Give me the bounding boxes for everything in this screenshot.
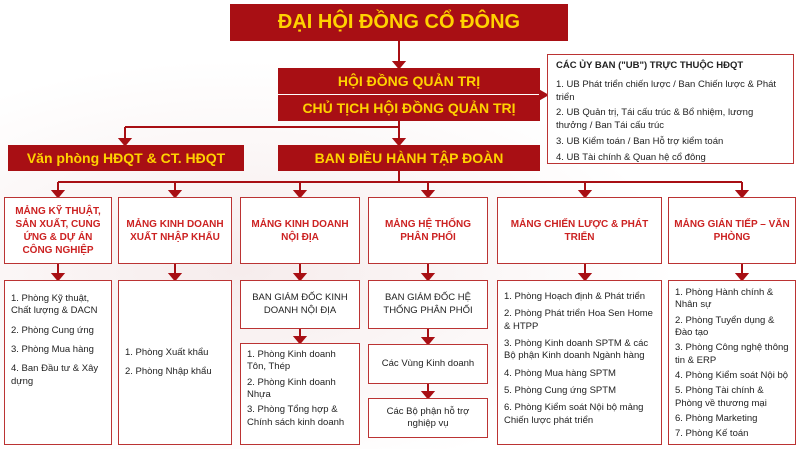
list-item: 3. Phòng Kinh doanh SPTM & các Bộ phận Kinh doanh Ngành hàng bbox=[504, 338, 649, 362]
list-item: 7. Phòng Kế toán bbox=[675, 428, 749, 440]
committee-item: 1. UB Phát triển chiến lược / Ban Chiến lược & Phát triển bbox=[556, 78, 777, 103]
list-item: 3. Phòng Công nghệ thông tin & ERP bbox=[675, 342, 789, 366]
list-item: 1. Phòng Xuất khẩu bbox=[125, 347, 209, 358]
executive-board: BAN ĐIỀU HÀNH TẬP ĐOÀN bbox=[278, 145, 540, 171]
committees-heading: CÁC ỦY BAN ("UB") TRỰC THUỘC HĐQT bbox=[556, 60, 744, 71]
list-item: 2. Phòng Kinh doanh Nhựa bbox=[247, 376, 336, 401]
division-list bbox=[118, 280, 232, 445]
list-item: 5. Phòng Cung ứng SPTM bbox=[504, 385, 616, 397]
list-item: 1. Phòng Hành chính & Nhân sự bbox=[675, 287, 774, 311]
list-item: 2. Phòng Cung ứng bbox=[11, 324, 94, 336]
list-item: 2. Phòng Phát triển Hoa Sen Home & HTPP bbox=[504, 308, 653, 332]
committee-item: 3. UB Kiểm toán / Ban Hỗ trợ kiểm toán bbox=[556, 136, 724, 148]
list-item: 2. Phòng Tuyển dụng & Đào tạo bbox=[675, 314, 775, 339]
division-header: MẢNG CHIẾN LƯỢC & PHÁT TRIỂN bbox=[497, 197, 662, 264]
list-item: 4. Ban Đầu tư & Xây dựng bbox=[11, 363, 99, 387]
board-chairman: CHỦ TỊCH HỘI ĐỒNG QUẢN TRỊ bbox=[278, 95, 540, 121]
board-of-directors: HỘI ĐỒNG QUẢN TRỊ bbox=[278, 68, 540, 94]
list-item: 4. Phòng Kiểm soát Nội bộ bbox=[675, 370, 789, 382]
division-list bbox=[668, 280, 796, 445]
list-item: 5. Phòng Tài chính & Phòng về thương mại bbox=[675, 385, 767, 409]
division-board: BAN GIÁM ĐỐC KINH DOANH NỘI ĐỊA bbox=[240, 280, 360, 329]
division-header: MẢNG KỸ THUẬT, SẢN XUẤT, CUNG ỨNG & DỰ ÁN CÔNG NGHIỆP bbox=[4, 197, 112, 264]
division-header: MẢNG KINH DOANH NỘI ĐỊA bbox=[240, 197, 360, 264]
list-item: 2. Phòng Nhập khẩu bbox=[125, 366, 212, 378]
list-item: 1. Phòng Kỹ thuật, Chất lượng & DACN bbox=[11, 293, 98, 317]
office-box: Văn phòng HĐQT & CT. HĐQT bbox=[8, 145, 244, 171]
page-title: ĐẠI HỘI ĐỒNG CỔ ĐÔNG bbox=[230, 4, 568, 41]
division-list bbox=[497, 280, 662, 445]
division-board: BAN GIÁM ĐỐC HỆ THỐNG PHÂN PHỐI bbox=[368, 280, 488, 329]
list-item: 3. Phòng Tổng hợp & Chính sách kinh doanh bbox=[247, 404, 345, 428]
list-item: 6. Phòng Marketing bbox=[675, 413, 758, 425]
division-list bbox=[240, 343, 360, 445]
list-item: 1. Phòng Kinh doanh Tôn, Thép bbox=[247, 349, 336, 373]
committees-box bbox=[547, 54, 794, 164]
list-item: 3. Phòng Mua hàng bbox=[11, 344, 94, 356]
sub-unit-box: Các Bộ phận hỗ trợ nghiệp vụ bbox=[368, 398, 488, 438]
list-item: 4. Phòng Mua hàng SPTM bbox=[504, 367, 616, 379]
division-header: MẢNG KINH DOANH XUẤT NHẬP KHẨU bbox=[118, 197, 232, 264]
division-list bbox=[4, 280, 112, 445]
division-header: MẢNG GIÁN TIẾP – VĂN PHÒNG bbox=[668, 197, 796, 264]
list-item: 6. Phòng Kiểm soát Nội bộ mảng Chiến lược phát triển bbox=[504, 402, 644, 426]
committee-item: 4. UB Tài chính & Quan hệ cổ đông bbox=[556, 151, 706, 163]
list-item: 1. Phòng Hoạch định & Phát triển bbox=[504, 291, 646, 302]
committee-item: 2. UB Quản trị, Tái cấu trúc & Bổ nhiệm, lương thưởng / Ban Tái cấu trúc bbox=[556, 107, 754, 132]
division-header: MẢNG HỆ THỐNG PHÂN PHỐI bbox=[368, 197, 488, 264]
sub-unit-box: Các Vùng Kinh doanh bbox=[368, 344, 488, 384]
